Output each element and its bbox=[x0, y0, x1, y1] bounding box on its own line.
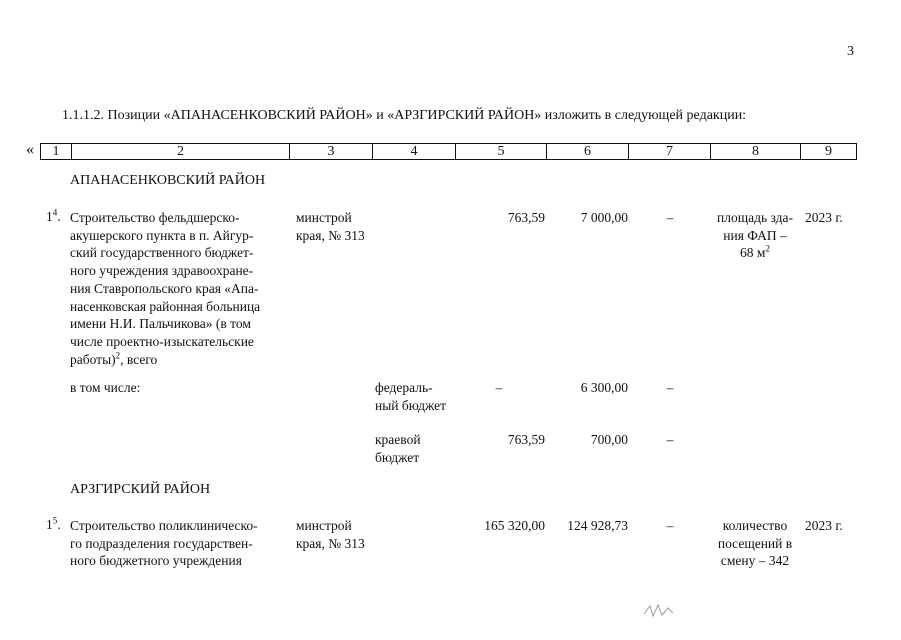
customer-line: края, № 313 bbox=[296, 227, 365, 243]
section-title-arzgirsky: АРЗГИРСКИЙ РАЙОН bbox=[70, 482, 211, 497]
intro-paragraph: 1.1.1.2. Позиции «АПАНАСЕНКОВСКИЙ РАЙОН» и «АРЗГИРСКИЙ РАЙОН» изложить в следующей редакции: bbox=[62, 108, 747, 123]
funding-federal-col5: – bbox=[495, 380, 503, 395]
desc-line: ного учреждения здравоохране- bbox=[70, 263, 254, 279]
desc-line: имени Н.И. Пальчикова» (в том bbox=[70, 316, 251, 332]
scan-mark bbox=[640, 600, 680, 622]
row-description bbox=[70, 209, 282, 368]
desc-line: числе проектно-изыскательские bbox=[70, 333, 254, 349]
result-line: 68 $м^2$ bbox=[740, 243, 770, 261]
row-result bbox=[707, 209, 803, 262]
row-col6-value: 124 928,73 bbox=[567, 518, 628, 533]
including-label: в том числе: bbox=[70, 380, 141, 395]
column-header-table bbox=[40, 143, 857, 160]
result-line: количество bbox=[722, 518, 788, 533]
funding-federal-col7: – bbox=[666, 380, 674, 395]
funding-federal-label bbox=[375, 379, 446, 414]
row-col5-value: 165 320,00 bbox=[484, 518, 545, 533]
funding-regional-col6: 700,00 bbox=[590, 432, 628, 447]
customer-line: минстрой bbox=[296, 210, 352, 225]
row-number: $1^4$. bbox=[46, 207, 61, 224]
funding-regional-col7: – bbox=[666, 432, 674, 447]
desc-line: насенковская районная больница bbox=[70, 298, 261, 314]
column-header-row bbox=[41, 144, 857, 160]
column-header-6: 6 bbox=[547, 144, 629, 160]
column-header-5: 5 bbox=[456, 144, 547, 160]
customer-line: края, № 313 bbox=[296, 535, 365, 551]
desc-line: Строительство фельдшерско- bbox=[70, 210, 240, 225]
column-header-4: 4 bbox=[373, 144, 456, 160]
row-year: 2023 г. bbox=[805, 210, 843, 225]
row-result bbox=[707, 517, 803, 570]
desc-line: работы)$^2$, всего bbox=[70, 350, 158, 367]
column-header-3: 3 bbox=[290, 144, 373, 160]
section-title-apanasenkovsky: АПАНАСЕНКОВСКИЙ РАЙОН bbox=[70, 173, 266, 188]
column-header-8: 8 bbox=[711, 144, 801, 160]
desc-line: го подразделения государствен- bbox=[70, 535, 253, 551]
funding-regional-label bbox=[375, 431, 421, 466]
column-header-9: 9 bbox=[801, 144, 857, 160]
column-header-7: 7 bbox=[629, 144, 711, 160]
row-number: $1^5$. bbox=[46, 515, 61, 532]
result-line: площадь зда- bbox=[717, 210, 793, 225]
result-line: посещений в bbox=[717, 535, 793, 551]
row-year: 2023 г. bbox=[805, 518, 843, 533]
funding-regional-col5: 763,59 bbox=[507, 432, 545, 447]
result-line: ния ФАП – bbox=[723, 227, 787, 243]
desc-line: ния Ставропольского края «Апа- bbox=[70, 280, 259, 296]
desc-line: ного бюджетного учреждения bbox=[70, 553, 242, 569]
funding-line: краевой bbox=[375, 432, 421, 447]
row-col7-value: – bbox=[666, 210, 674, 225]
row-col7-value: – bbox=[666, 518, 674, 533]
row-customer bbox=[296, 209, 365, 244]
row-description bbox=[70, 517, 282, 570]
row-customer bbox=[296, 517, 365, 552]
funding-line: бюджет bbox=[375, 449, 420, 465]
customer-line: минстрой bbox=[296, 518, 352, 533]
desc-line: Строительство поликлиническо- bbox=[70, 518, 258, 533]
funding-line: федераль- bbox=[375, 380, 433, 395]
funding-federal-col6: 6 300,00 bbox=[580, 380, 628, 395]
desc-line: акушерского пункта в п. Айгур- bbox=[70, 227, 254, 243]
funding-line: ный бюджет bbox=[375, 397, 447, 413]
desc-line: ский государственного бюджет- bbox=[70, 245, 254, 261]
result-line: смену – 342 bbox=[720, 553, 790, 569]
row-col5-value: 763,59 bbox=[507, 210, 545, 225]
row-col6-value: 7 000,00 bbox=[580, 210, 628, 225]
column-header-1: 1 bbox=[41, 144, 72, 160]
page-number: 3 bbox=[847, 44, 854, 59]
quote-mark: « bbox=[26, 141, 34, 158]
column-header-2: 2 bbox=[72, 144, 290, 160]
